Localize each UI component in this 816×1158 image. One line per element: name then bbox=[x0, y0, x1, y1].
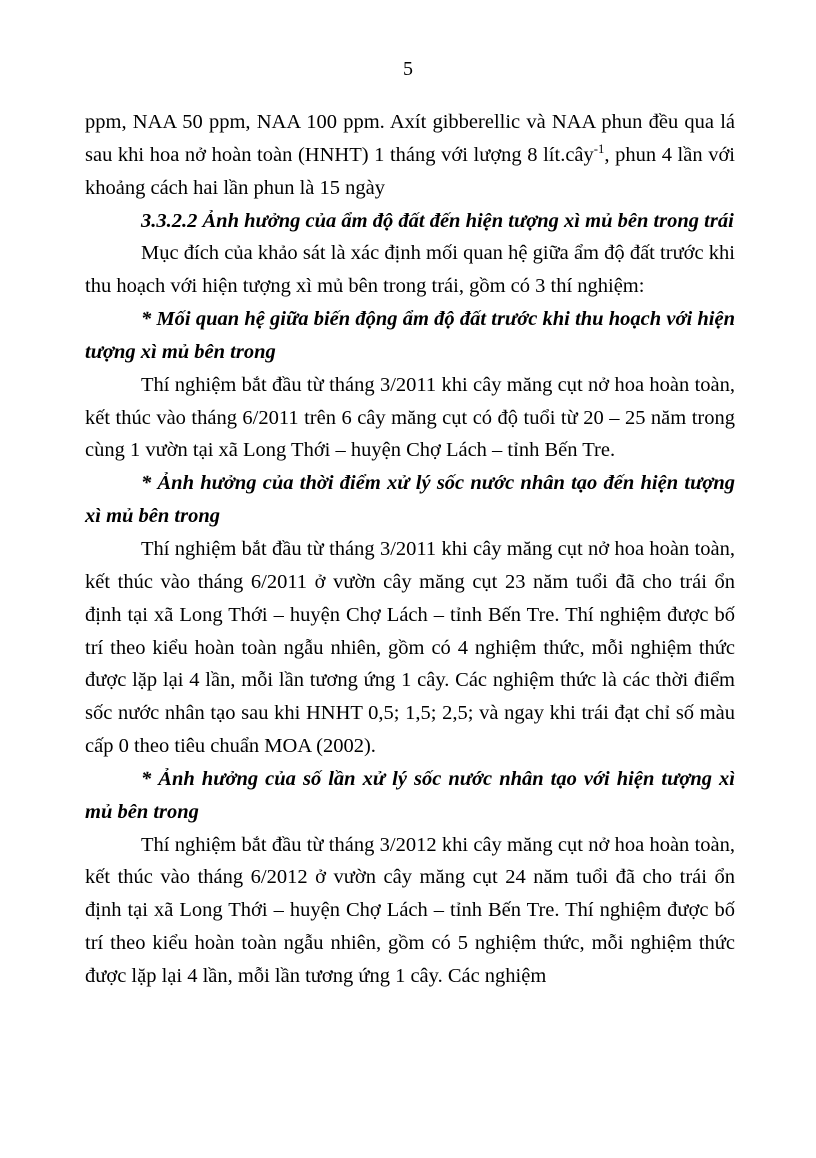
subsection-heading: * Ảnh hưởng của thời điểm xử lý sốc nước nhân tạo đến hiện tượng xì mủ bên trong bbox=[85, 472, 735, 528]
body-text bbox=[85, 106, 735, 993]
paragraph: Thí nghiệm bắt đầu từ tháng 3/2011 khi cây măng cụt nở hoa hoàn toàn, kết thúc vào tháng 6/2011 trên 6 cây măng cụt có độ tuổi từ 20 – 25 năm trong cùng 1 vườn tại xã Long Thới – huyện Chợ Lách – tỉnh Bến Tre. bbox=[85, 373, 735, 462]
subsection-heading: * Ảnh hưởng của số lần xử lý sốc nước nhân tạo với hiện tượng xì mủ bên trong bbox=[85, 767, 735, 823]
paragraph: Mục đích của khảo sát là xác định mối quan hệ giữa ẩm độ đất trước khi thu hoạch với hiện tượng xì mủ bên trong trái, gồm có 3 thí nghiệm: bbox=[85, 242, 735, 298]
section-heading: 3.3.2.2 Ảnh hưởng của ẩm độ đất đến hiện tượng xì mủ bên trong trái bbox=[141, 209, 734, 232]
paragraph-text: ppm, NAA 50 ppm, NAA 100 ppm. Axít gibberellic và NAA phun đều qua lá sau khi hoa nở hoàn toàn (HNHT) 1 tháng với lượng 8 lít.cây bbox=[85, 111, 735, 166]
paragraph: Thí nghiệm bắt đầu từ tháng 3/2012 khi cây măng cụt nở hoa hoàn toàn, kết thúc vào tháng 6/2012 ở vườn cây măng cụt 24 năm tuổi đã cho trái ổn định tại xã Long Thới – huyện Chợ Lách – tỉnh Bến Tre. Thí nghiệm được bố trí theo kiểu hoàn toàn ngẫu nhiên, gồm có 5 nghiệm thức, mỗi nghiệm thức được lặp lại 4 lần, mỗi lần tương ứng 1 cây. Các nghiệm bbox=[85, 833, 735, 987]
page-number: 5 bbox=[403, 58, 413, 80]
paragraph: Thí nghiệm bắt đầu từ tháng 3/2011 khi cây măng cụt nở hoa hoàn toàn, kết thúc vào tháng 6/2011 ở vườn cây măng cụt 23 năm tuổi đã cho trái ổn định tại xã Long Thới – huyện Chợ Lách – tỉnh Bến Tre. Thí nghiệm được bố trí theo kiểu hoàn toàn ngẫu nhiên, gồm có 4 nghiệm thức, mỗi nghiệm thức được lặp lại 4 lần, mỗi lần tương ứng 1 cây. Các nghiệm thức là các thời điểm sốc nước nhân tạo sau khi HNHT 0,5; 1,5; 2,5; và ngay khi trái đạt chỉ số màu cấp 0 theo tiêu chuẩn MOA (2002). bbox=[85, 537, 735, 758]
paragraph-text: , phun 4 lần với khoảng cách hai lần phun là 15 ngày bbox=[85, 143, 735, 199]
paragraph-continuation bbox=[85, 106, 735, 205]
subsection-heading: * Mối quan hệ giữa biến động ẩm độ đất trước khi thu hoạch với hiện tượng xì mủ bên trong bbox=[85, 308, 735, 363]
superscript: -1 bbox=[593, 142, 605, 157]
